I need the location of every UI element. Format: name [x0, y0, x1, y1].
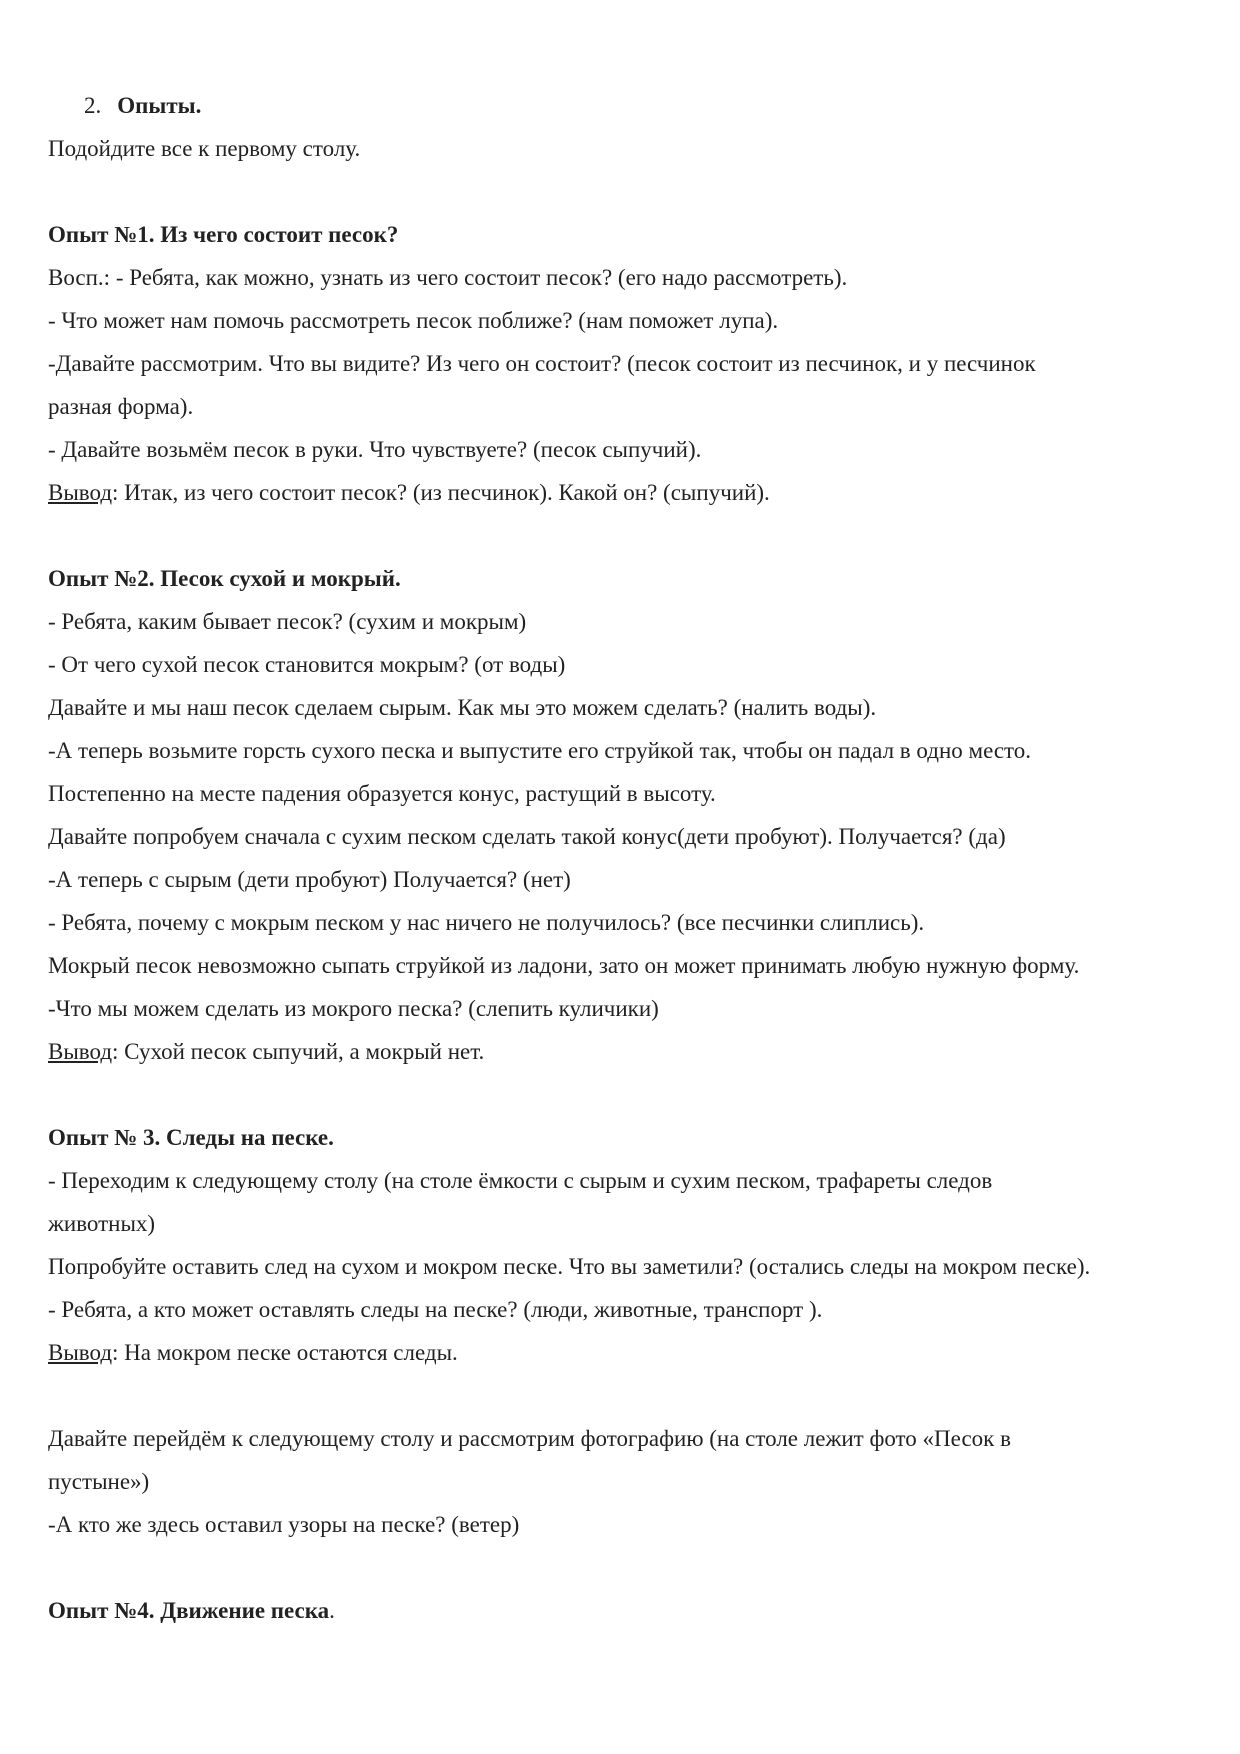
document-page [48, 84, 1198, 1632]
conclusion-text: : Итак, из чего состоит песок? (из песчинок). Какой он? (сыпучий). [112, 480, 770, 505]
section-number: 2. [84, 93, 102, 118]
experiment-2-line: - От чего сухой песок становится мокрым? (от воды) [48, 652, 566, 677]
conclusion-text: : Сухой песок сыпучий, а мокрый нет. [112, 1039, 485, 1064]
experiment-1-line: - Давайте возьмём песок в руки. Что чувствуете? (песок сыпучий). [48, 437, 702, 462]
section-heading [48, 84, 1198, 127]
experiment-2-line: Давайте и мы наш песок сделаем сырым. Как мы это можем сделать? (налить воды). [48, 695, 877, 720]
conclusion-text: : На мокром песке остаются следы. [112, 1340, 458, 1365]
conclusion-label: Вывод [48, 480, 113, 505]
experiment-1-line: Восп.: - Ребята, как можно, узнать из чего состоит песок? (его надо рассмотреть). [48, 265, 848, 290]
experiment-1-conclusion [48, 471, 1198, 514]
photo-line: -А кто же здесь оставил узоры на песке? (ветер) [48, 1512, 520, 1537]
experiment-3-line: животных) [48, 1211, 156, 1236]
experiment-4-heading [48, 1589, 1198, 1632]
experiment-2-title: Опыт №2. Песок сухой и мокрый. [48, 566, 401, 591]
experiment-3-line: - Переходим к следующему столу (на столе ёмкости с сырым и сухим песком, трафареты следов [48, 1168, 993, 1193]
experiment-3-title: Опыт № 3. Следы на песке. [48, 1125, 334, 1150]
experiment-1-line: разная форма). [48, 394, 194, 419]
photo-line: Давайте перейдём к следующему столу и рассмотрим фотографию (на столе лежит фото «Песок в [48, 1426, 1011, 1451]
experiment-3-line: - Ребята, а кто может оставлять следы на песке? (люди, животные, транспорт ). [48, 1297, 823, 1322]
experiment-2-line: - Ребята, почему с мокрым песком у нас ничего не получилось? (все песчинки слиплись). [48, 910, 925, 935]
experiment-2-line: Давайте попробуем сначала с сухим песком сделать такой конус(дети пробуют). Получается? (да) [48, 824, 1006, 849]
experiment-1-title: Опыт №1. Из чего состоит песок? [48, 222, 399, 247]
experiment-2-line: -Что мы можем сделать из мокрого песка? (слепить куличики) [48, 996, 659, 1021]
experiment-2-line: Постепенно на месте падения образуется конус, растущий в высоту. [48, 781, 716, 806]
experiment-3-conclusion [48, 1331, 1198, 1374]
conclusion-label: Вывод [48, 1039, 113, 1064]
photo-line: пустыне») [48, 1469, 150, 1494]
experiment-2-line: -А теперь возьмите горсть сухого песка и выпустите его струйкой так, чтобы он падал в одно место. [48, 738, 1032, 763]
experiment-3-line: Попробуйте оставить след на сухом и мокром песке. Что вы заметили? (остались следы на мокром песке). [48, 1254, 1091, 1279]
experiment-1-line: -Давайте рассмотрим. Что вы видите? Из чего он состоит? (песок состоит из песчинок, и у песчинок [48, 351, 1036, 376]
experiment-2-conclusion [48, 1030, 1198, 1073]
section-title: Опыты. [117, 93, 202, 118]
experiment-2-line: Мокрый песок невозможно сыпать струйкой из ладони, зато он может принимать любую нужную форму. [48, 953, 1080, 978]
experiment-4-title: Опыт №4. Движение песка [48, 1598, 330, 1623]
experiment-2-line: -А теперь с сырым (дети пробуют) Получается? (нет) [48, 867, 571, 892]
experiment-2-line: - Ребята, каким бывает песок? (сухим и мокрым) [48, 609, 527, 634]
experiment-1-line: - Что может нам помочь рассмотреть песок поближе? (нам поможет лупа). [48, 308, 779, 333]
conclusion-label: Вывод [48, 1340, 113, 1365]
experiment-4-title-end: . [329, 1598, 335, 1623]
intro-line: Подойдите все к первому столу. [48, 136, 361, 161]
